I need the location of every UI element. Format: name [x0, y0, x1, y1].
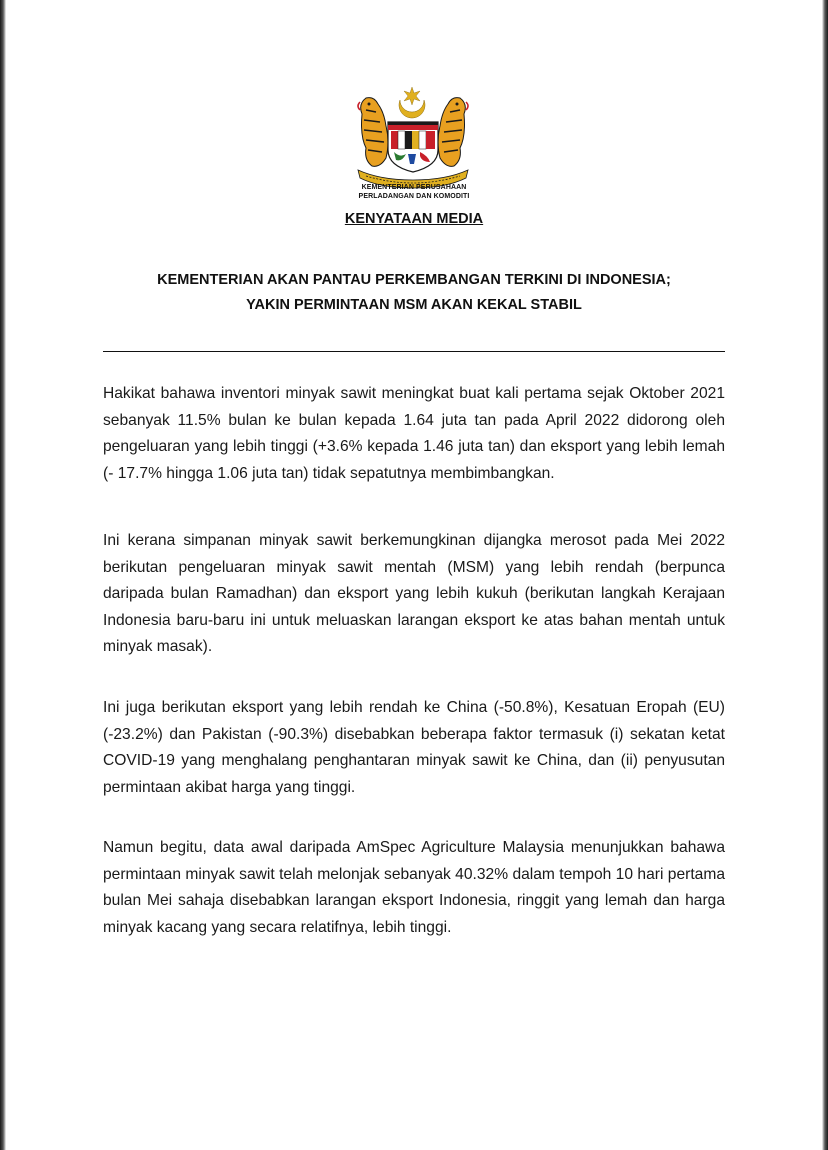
document-label: KENYATAAN MEDIA	[344, 211, 484, 227]
headline-line-2: YAKIN PERMINTAAN MSM AKAN KEKAL STABIL	[246, 297, 582, 313]
divider-rule	[103, 351, 725, 352]
paragraph-2: Ini kerana simpanan minyak sawit berkemungkinan dijangka merosot pada Mei 2022 berikutan pengeluaran minyak sawit mentah (MSM) yang lebih rendah (berpunca daripada bulan Ramadhan) dan eksport yang lebih kukuh (berikutan langkah Kerajaan Indonesia baru-baru ini untuk meluaskan larangan eksport ke atas bahan mentah untuk minyak masak).	[103, 532, 725, 655]
headline	[60, 268, 768, 318]
page-edge-right	[822, 0, 828, 1150]
coat-of-arms-emblem	[350, 84, 476, 192]
ministry-name	[314, 183, 514, 201]
paragraph-3: Ini juga berikutan eksport yang lebih rendah ke China (-50.8%), Kesatuan Eropah (EU) (-23.2%) dan Pakistan (-90.3%) disebabkan beberapa faktor termasuk (i) sekatan ketat COVID-19 yang menghalang penghantaran minyak sawit ke China, dan (ii) penyusutan permintaan akibat harga yang tinggi.	[103, 699, 725, 796]
paragraph-1: Hakikat bahawa inventori minyak sawit meningkat buat kali pertama sejak Oktober 2021 sebanyak 11.5% bulan ke bulan kepada 1.64 juta tan pada April 2022 didorong oleh pengeluaran yang lebih tinggi (+3.6% kepada 1.46 juta tan) dan eksport yang lebih lemah (- 17.7% hingga 1.06 juta tan) tidak sepatutnya membimbangkan.	[103, 385, 725, 482]
ministry-name-line-1: KEMENTERIAN PERUSAHAAN	[361, 184, 467, 191]
paragraph-4: Namun begitu, data awal daripada AmSpec Agriculture Malaysia menunjukkan bahawa permintaan minyak sawit telah melonjak sebanyak 40.32% dalam tempoh 10 hari pertama bulan Mei sahaja disebabkan larangan eksport Indonesia, ringgit yang lemah dan harga minyak kacang yang secara relatifnya, lebih tinggi.	[103, 839, 725, 936]
ministry-name-line-2: PERLADANGAN DAN KOMODITI	[358, 193, 470, 200]
headline-line-1: KEMENTERIAN AKAN PANTAU PERKEMBANGAN TERKINI DI INDONESIA;	[157, 272, 671, 288]
page-edge-left	[0, 0, 6, 1150]
